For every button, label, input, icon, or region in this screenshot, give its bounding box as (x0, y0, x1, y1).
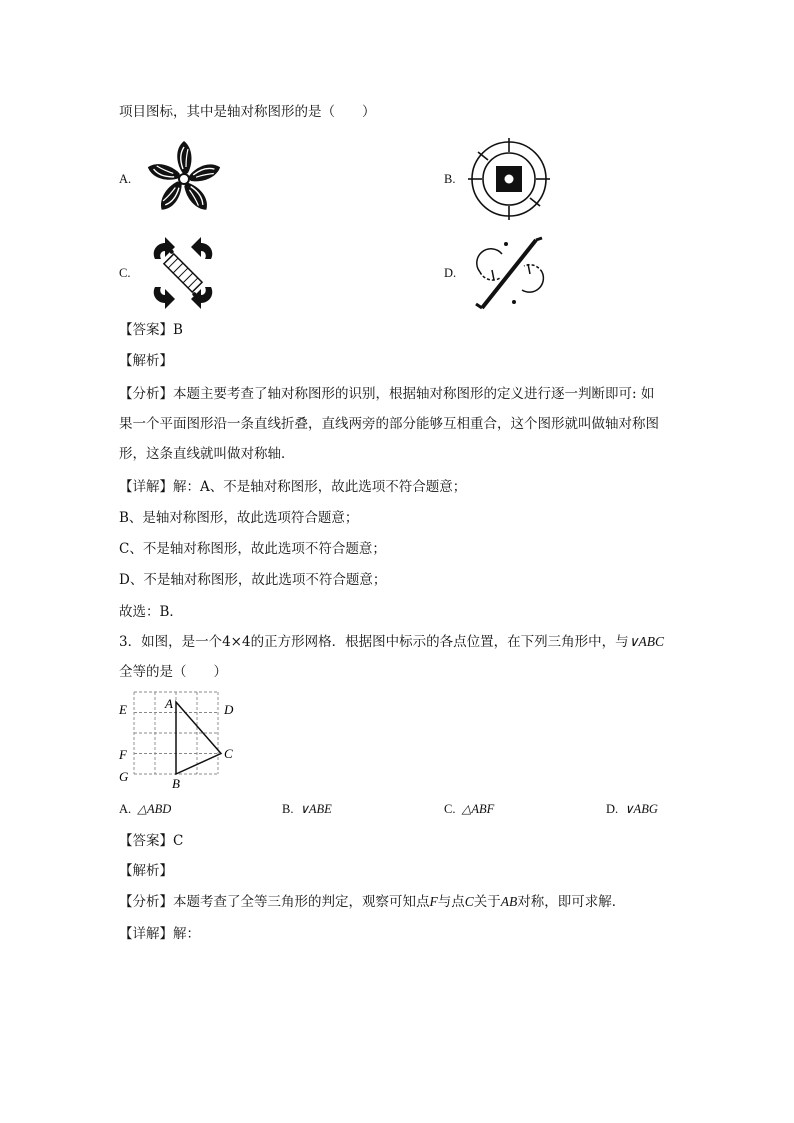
analysis-line-3: 形，这条直线就叫做对称轴． (119, 446, 295, 462)
q3-option-b: B. ∨ABE (282, 802, 332, 816)
analysis-line-2: 果一个平面图形沿一条直线折叠，直线两旁的部分能够互相重合，这个图形就叫做轴对称图 (119, 416, 659, 432)
pinwheel-icon (142, 138, 226, 224)
option-a-label: A. (119, 172, 132, 186)
q3-answer: 【答案】C (119, 833, 184, 849)
analysis-line-1: 【分析】本题主要考查了轴对称图形的识别，根据轴对称图形的定义进行逐一判断即可: 如 (119, 386, 655, 402)
q3-option-c: C. △ABF (444, 802, 495, 816)
q3-option-d-math: ∨ABG (624, 802, 658, 816)
point-c-label: C (224, 746, 233, 761)
option-c-label: C. (119, 266, 131, 280)
q3-option-a-math: △ABD (137, 802, 172, 816)
q3-option-d: D. ∨ABG (606, 802, 658, 816)
option-b-label: B. (444, 172, 456, 186)
point-g-label: G (119, 769, 129, 784)
detail-line-1: 【详解】解：A、不是轴对称图形，故此选项不符合题意； (119, 479, 467, 495)
question-3-line-1 (119, 633, 664, 651)
answer: 【答案】B (119, 322, 183, 338)
analysis-heading: 【解析】 (119, 353, 173, 369)
point-e-label: E (119, 702, 127, 717)
q3-option-b-math: ∨ABE (299, 802, 332, 816)
question-3-text: 3．如图，是一个4×4的正方形网格．根据图中标示的各点位置，在下列三角形中，与 (119, 634, 629, 650)
detail-line-4: D、不是轴对称图形，故此选项不符合题意； (119, 572, 387, 588)
q3-detail: 【详解】解： (119, 926, 200, 942)
detail-conclusion: 故选：B． (119, 604, 183, 620)
question-3-line-2: 全等的是（ ） (119, 664, 227, 680)
four-arrows-icon (140, 232, 226, 318)
point-a-label: A (165, 696, 173, 711)
q3-analysis-heading: 【解析】 (119, 863, 173, 879)
grid-figure (114, 688, 244, 796)
question-3-triangle: ∨ABC (628, 634, 664, 649)
detail-line-2: B、是轴对称图形，故此选项符合题意； (119, 510, 359, 526)
q3-option-a: A. △ABD (119, 802, 172, 816)
slash-semicircles-icon (466, 232, 556, 318)
point-f-label: F (119, 747, 127, 762)
point-b-label: B (172, 776, 180, 791)
question-stem-tail: 项目图标，其中是轴对称图形的是（ ） (119, 104, 376, 120)
detail-line-3: C、不是轴对称图形，故此选项不符合题意； (119, 541, 386, 557)
option-d-label: D. (444, 266, 457, 280)
target-square-icon (468, 138, 550, 224)
q3-analysis: 【分析】本题考查了全等三角形的判定，观察可知点F与点C关于AB对称，即可求解． (119, 894, 626, 910)
point-d-label: D (224, 702, 234, 717)
q3-option-c-math: △ABF (461, 802, 495, 816)
